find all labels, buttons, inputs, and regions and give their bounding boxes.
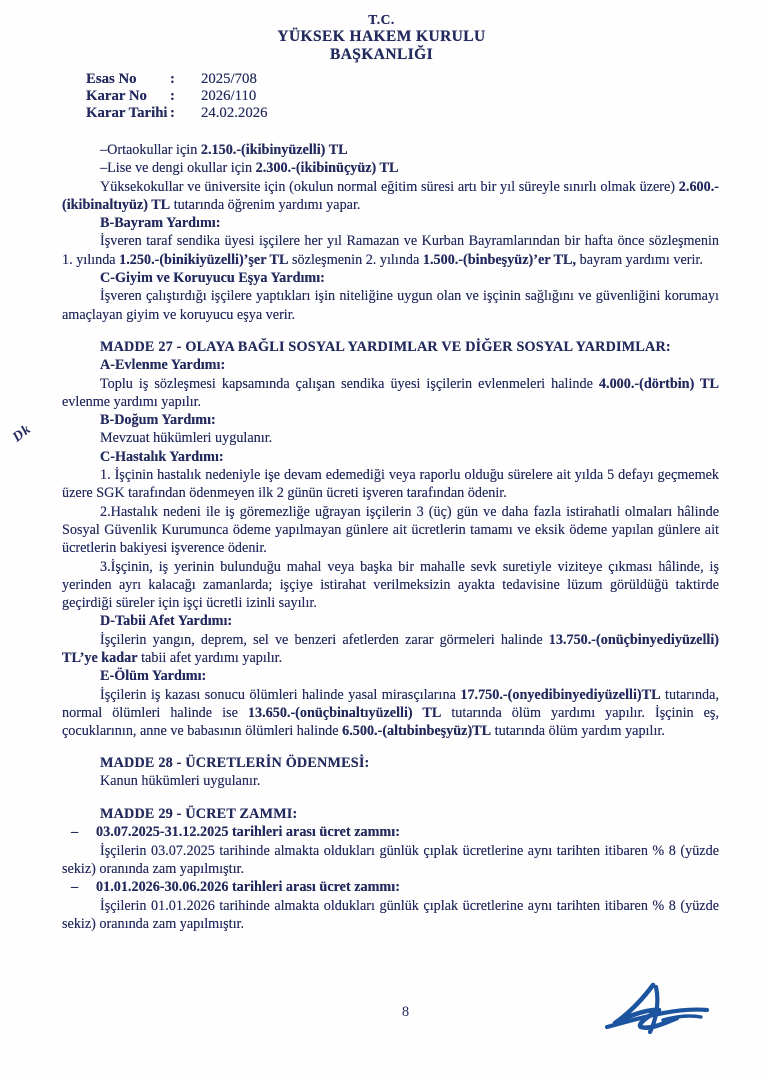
text-run: 4.000.-(dörtbin) TL bbox=[598, 375, 719, 392]
text-run: Toplu iş sözleşmesi kapsamında çalışan sendika üyesi işçilerin evlenmeleri halinde bbox=[100, 375, 599, 392]
paragraph bbox=[62, 287, 719, 324]
paragraph bbox=[62, 375, 719, 412]
text-run: 1.250.-(binikiyüzelli)’şer TL bbox=[119, 251, 289, 268]
text-run: C-Giyim ve Koruyucu Eşya Yardımı: bbox=[100, 270, 325, 287]
meta-separator: : bbox=[170, 71, 175, 87]
text-run: A-Evlenme Yardımı: bbox=[100, 357, 226, 374]
text-run: 2.150.-(ikibinyüzelli) TL bbox=[200, 142, 348, 158]
paragraph bbox=[62, 159, 719, 177]
text-run: 1. İşçinin hastalık nedeniyle işe devam edemediği veya raporlu olduğu sürelere ait yılda 5 defayı geçmemek üzere SGK tarafından ödenmeyen ilk 2 günün ücreti işveren tarafından ödenir. bbox=[62, 467, 719, 502]
meta-row-karar-tarihi bbox=[86, 105, 763, 122]
text-run: tutarında ölüm yardımı yapılır. İşçinin eş, çocuklarının, anne ve babasının ölümleri halinde bbox=[62, 704, 719, 740]
section-heading bbox=[62, 448, 719, 466]
section-heading bbox=[62, 356, 719, 374]
text-run: B-Bayram Yardımı: bbox=[100, 215, 221, 232]
meta-value: 2025/708 bbox=[200, 71, 257, 87]
text-run: İşveren taraf sendika üyesi işçilere her yıl Ramazan ve Kurban Bayramlarından bir hafta önce sözleşmenin 1. yılında bbox=[62, 233, 719, 268]
meta-value: 24.02.2026 bbox=[200, 105, 268, 122]
section-heading bbox=[62, 805, 719, 823]
meta-label: Karar Tarihi bbox=[86, 105, 168, 122]
meta-row-esas-no bbox=[86, 71, 763, 88]
letterhead bbox=[0, 0, 763, 64]
meta-row-karar-no bbox=[86, 88, 763, 105]
paragraph bbox=[62, 686, 719, 741]
text-run: bayram yardımı verir. bbox=[576, 251, 703, 268]
text-run: İşçilerin 01.01.2026 tarihinde almakta oldukları günlük çıplak ücretlerine aynı tarihten itibaren % 8 (yüzde sekiz) oranında zam yapılmıştır. bbox=[62, 897, 719, 932]
meta-label: Karar No bbox=[86, 88, 147, 105]
text-run: 17.750.-(onyedibinyediyüzelli)TL bbox=[460, 686, 661, 703]
paragraph bbox=[62, 897, 719, 934]
meta-separator: : bbox=[170, 88, 175, 105]
paragraph bbox=[62, 631, 719, 668]
text-run: Mevzuat hükümleri uygulanır. bbox=[100, 430, 273, 447]
paragraph bbox=[62, 466, 719, 503]
paragraph bbox=[62, 232, 719, 269]
section-heading bbox=[62, 214, 719, 232]
text-run: –Lise ve dengi okullar için bbox=[100, 160, 256, 177]
paragraph bbox=[62, 878, 719, 896]
page-number-value: 8 bbox=[401, 1004, 410, 1020]
text-run: evlenme yardımı yapılır. bbox=[62, 393, 202, 410]
list-dash: – bbox=[71, 879, 79, 896]
letterhead-tc: T.C. bbox=[368, 12, 395, 27]
text-run: B-Doğum Yardımı: bbox=[100, 412, 216, 429]
section-heading bbox=[62, 411, 719, 429]
section-heading bbox=[62, 269, 719, 287]
text-run: 6.500.-(altıbinbeşyüz)TL bbox=[342, 723, 492, 740]
text-run: 3.İşçinin, iş yerinin bulunduğu mahal veya başka bir mahalle sevk suretiyle viziteye çıkması hâlinde, iş yerinden ayrı kalacağı zamanlarda; işçiye istirahat verilmeksizin ayakta tedavisine lüzum görüldüğü taktirde geçirdiği süreler için işçi ücretli izinli sayılır. bbox=[62, 558, 719, 612]
section-heading bbox=[62, 754, 719, 772]
text-run: tutarında öğrenim yardımı yapar. bbox=[170, 196, 361, 213]
text-run: E-Ölüm Yardımı: bbox=[100, 668, 207, 685]
paragraph bbox=[62, 558, 719, 613]
text-run: 13.750.-(onüçbinyediyüzelli) TL’ye kadar bbox=[62, 631, 719, 667]
paragraph bbox=[62, 178, 719, 215]
section-heading bbox=[62, 338, 719, 356]
letterhead-org: YÜKSEK HAKEM KURULU bbox=[277, 28, 486, 45]
text-run: MADDE 29 - ÜCRET ZAMMI: bbox=[100, 806, 298, 823]
text-run: tutarında ölüm yardım yapılır. bbox=[491, 723, 665, 740]
paragraph bbox=[62, 842, 719, 879]
text-run: –Ortaokullar için bbox=[100, 142, 201, 158]
text-run: tutarında, normal ölümleri halinde ise bbox=[62, 686, 719, 721]
case-meta-block bbox=[86, 71, 763, 123]
text-run: MADDE 28 - ÜCRETLERİN ÖDENMESİ: bbox=[100, 754, 370, 771]
text-run: İşçilerin yangın, deprem, sel ve benzeri afetlerden zarar görmeleri halinde bbox=[100, 631, 549, 648]
text-run: tabii afet yardımı yapılır. bbox=[137, 650, 283, 667]
meta-value: 2026/110 bbox=[200, 88, 257, 105]
text-run: İşveren çalıştırdığı işçilere yaptıkları işin niteliğine uygun olan ve işçinin sağlığını ve güvenliğini korumayı amaçlayan giyim ve koruyucu eşya verir. bbox=[62, 288, 719, 323]
text-run: 03.07.2025-31.12.2025 tarihleri arası ücret zammı: bbox=[96, 824, 400, 841]
signature bbox=[593, 980, 711, 1042]
paragraph bbox=[62, 141, 719, 159]
text-run: İşçilerin iş kazası sonucu ölümleri halinde yasal mirasçılarına bbox=[100, 686, 461, 703]
handwritten-margin-mark: Dk bbox=[10, 421, 35, 446]
text-run: 01.01.2026-30.06.2026 tarihleri arası ücret zammı: bbox=[96, 879, 400, 896]
paragraph bbox=[62, 823, 719, 841]
paragraph bbox=[62, 772, 719, 790]
section-heading bbox=[62, 667, 719, 685]
text-run: İşçilerin 03.07.2025 tarihinde almakta oldukları günlük çıplak ücretlerine aynı tarihten itibaren % 8 (yüzde sekiz) oranında zam yapılmıştır. bbox=[62, 842, 719, 877]
document-body bbox=[62, 141, 719, 933]
text-run: D-Tabii Afet Yardımı: bbox=[100, 613, 233, 630]
paragraph bbox=[62, 429, 719, 447]
meta-label: Esas No bbox=[86, 71, 137, 87]
section-heading bbox=[62, 612, 719, 630]
text-run: 1.500.-(binbeşyüz)’er TL, bbox=[422, 251, 577, 268]
letterhead-dept: BAŞKANLIĞI bbox=[329, 46, 434, 63]
paragraph bbox=[62, 503, 719, 558]
text-run: sözleşmenin 2. yılında bbox=[288, 251, 423, 268]
signature-scribble-icon bbox=[593, 980, 711, 1042]
text-run: Kanun hükümleri uygulanır. bbox=[100, 772, 261, 789]
meta-separator: : bbox=[170, 105, 175, 122]
text-run: Yüksekokullar ve üniversite için (okulun normal eğitim süresi artı bir yıl süreyle sınırlı olmak üzere) bbox=[100, 178, 679, 195]
text-run: 2.600.-(ikibinaltıyüz) TL bbox=[62, 178, 719, 213]
list-dash: – bbox=[71, 824, 79, 841]
text-run: 2.300.-(ikibinüçyüz) TL bbox=[255, 160, 399, 177]
text-run: MADDE 27 - OLAYA BAĞLI SOSYAL YARDIMLAR VE DİĞER SOSYAL YARDIMLAR: bbox=[100, 338, 671, 355]
text-run: C-Hastalık Yardımı: bbox=[100, 448, 224, 465]
text-run: 13.650.-(onüçbinaltıyüzelli) TL bbox=[247, 704, 442, 721]
text-run: 2.Hastalık nedeni ile iş göremezliğe uğrayan işçilerin 3 (üç) gün ve daha fazla istirahatli olmaları hâlinde Sosyal Güvenlik Kurumunca ödeme yapılmayan günlere ait ücretlerin tamamı ve eksik ödeme yapılan günlere ait ücretlerin bakiyesi işverence ödenir. bbox=[62, 503, 719, 557]
